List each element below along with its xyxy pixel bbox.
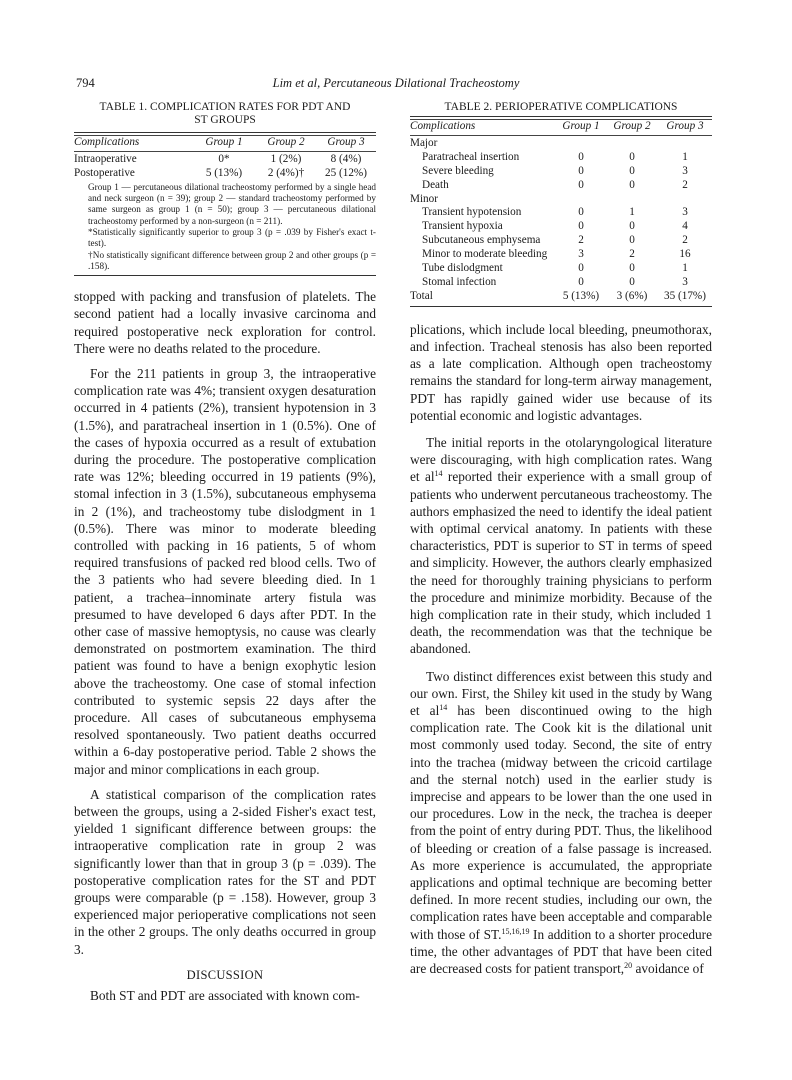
table-row: Minor to moderate bleeding 3 2 16 [422,248,691,261]
table-row: Transient hypotension 0 1 3 [422,206,688,219]
table1-col-group3: Group 3 [327,136,365,148]
table1-col-group1: Group 1 [205,136,243,148]
table2-header-row [410,120,712,134]
table1-header-row [74,136,376,150]
table2-grid [410,120,712,304]
running-title: Lim et al, Percutaneous Dilational Tracheostomy [272,76,520,90]
table2-col-complications: Complications [410,120,476,132]
paragraph: plications, which include local bleeding, pneumothorax, and infection. Tracheal stenosis has also been reported as a late complication. Although open tracheostomy remains the standard for long-term airway management, PDT has rapidly gained wider use because of its potential economic and logistic advantages. [410,321,712,423]
page-number: 794 [76,76,95,90]
table2-col-group2: Group 2 [613,120,651,132]
table-row: Postoperative 5 (13%) 2 (4%)† 25 (12%) [74,166,367,179]
table1-title: TABLE 1. COMPLICATION RATES FOR PDT AND ST GROUPS [99,101,351,126]
table-row: Paratracheal insertion 0 0 1 [422,150,688,163]
table1-grid [74,136,376,181]
table2 [410,101,712,307]
table1-col-group2: Group 2 [267,136,305,148]
table1-notes [74,182,376,272]
table-row: Subcutaneous emphysema 2 0 2 [422,234,688,247]
table1-note-groups: Group 1 — percutaneous dilational tracheostomy performed by a single head and neck surgeon (n = 39); group 2 — standard tracheostomy performed by same surgeon as group 1 (n = 50); group 3 — percutaneous dilational tracheostomy performed by a non-surgeon (n = 211). [88,181,376,226]
left-body [74,288,376,1004]
paragraph: stopped with packing and transfusion of platelets. The second patient had a locally invasive carcinoma and required postoperative neck exploration for control. There were no deaths related to the procedure. [74,289,376,356]
paragraph: Both ST and PDT are associated with known com- [90,987,360,1003]
table1-note-significance: *Statistically significantly superior to group 3 (p = .039 by Fisher's exact t-test). [88,226,376,249]
citation-ref: 20 [624,961,633,971]
citation-ref: 15,16,19 [501,926,530,936]
table1-col-complications: Complications [74,136,140,148]
section-heading: DISCUSSION [186,967,264,982]
paragraph: For the 211 patients in group 3, the intraoperative complication rate was 4%; transient oxygen desaturation occurred in 4 patients (2%), transient hypotension in 3 (1.5%), and paratracheal insertion in 1 (0.5%). One of the cases of hypoxia occurred as a result of extubation during the procedure. The postoperative complication rate was 12%; bleeding occurred in 19 patients (9%), stomal infection in 3 (1.5%), subcutaneous emphysema in 2 (1%), and tracheostomy tube dislodgment in 1 (0.5%). There was minor to moderate bleeding controlled with packing in 16 patients, 5 of whom required transfusions of packed red blood cells. Two of the 3 patients who had severe bleeding died. In 1 patient, a trachea–innominate artery fistula was presumed to have developed 6 days after PDT. In the other case of massive hemoptysis, no cause was clearly demonstrated on postmortem examination. The third patient was found to have a benign exophytic lesion above the tracheostomy. One case of stomal infection contributed to systemic sepsis 22 days after the procedure. All cases of subcutaneous emphysema resolved spontaneously. Two patient deaths occurred within a 6-day postoperative period. Table 2 shows the major and minor complications in each group. [74,365,376,777]
table-row: Transient hypoxia 0 0 4 [422,220,688,233]
citation-ref: 14 [439,703,448,713]
table1-note-nonsignificance: †No statistically significant difference between group 2 and other groups (p = .158). [88,249,376,271]
table2-total-row: Total 5 (13%) 3 (6%) 35 (17%) [410,289,706,302]
paragraph: The initial reports in the otolaryngological literature were discouraging, with high complication rates. Wang et $al^{14}$ reported their experience with a small group of patients who underwent percutaneous tracheostomy. The authors emphasized the need to identify the ideal patient with optimal cervical anatomy. In patients with these characteristics, PDT is superior to ST in terms of speed and simplicity. However, the authors clearly emphasized the need for thoroughly training physicians to perform the procedure and minimize morbidity. Because of the high complication rate in their study, which included 1 death, the recommendation was that the technique be abandoned. [410,435,712,657]
table-row: Severe bleeding 0 0 3 [422,164,688,177]
paragraph: Two distinct differences exist between this study and our own. First, the Shiley kit used in the study by Wang et $al^{14}$ has been discontinued owing to the high complication rate. The Cook kit is the dilational unit most commonly used today. Second, the site of entry into the trachea (midway between the cricoid cartilage and the sternal notch) used in the earlier study is imprecise and appears to be lower than the one used in our procedures. Low in the neck, the trachea is deeper from the point of entry during PDT. Thus, the likelihood of bleeding or creation of a false passage is increased. As more experience is accumulated, the appropriate applications and optimal technique are becoming better defined. In more recent studies, including our own, the complication rates have been acceptable and comparable with those of ST.$^{15,16,19}$ In addition to a shorter procedure time, the other advantages of PDT that have been cited are decreased costs for patient transport,$^{20}$ avoidance of [410,668,712,977]
table2-col-group3: Group 3 [666,120,704,132]
table2-section-major: Major [410,136,438,149]
table2-title: TABLE 2. PERIOPERATIVE COMPLICATIONS [444,101,678,113]
table2-section-minor: Minor [410,192,438,205]
table-row: Death 0 0 2 [422,178,688,191]
paragraph: A statistical comparison of the complication rates between the groups, using a 2-sided Fisher's exact test, yielded 1 significant difference between groups: the intraoperative complication rate in group 2 was significantly lower than that in group 3 (p = .039). The postoperative complication rates for the ST and PDT groups were comparable (p = .158). However, group 3 experienced major perioperative complications not seen in the other 2 groups. The only deaths occurred in group 3. [74,786,376,957]
citation-ref: 14 [434,469,443,479]
right-body [410,321,712,978]
left-column [74,101,376,1004]
table1 [74,101,376,276]
table2-col-group1: Group 1 [562,120,600,132]
table-row: Intraoperative 0* 1 (2%) 8 (4%) [74,152,362,165]
table-row: Tube dislodgment 0 0 1 [422,262,688,275]
table-row: Stomal infection 0 0 3 [422,275,688,288]
right-column [410,101,712,977]
